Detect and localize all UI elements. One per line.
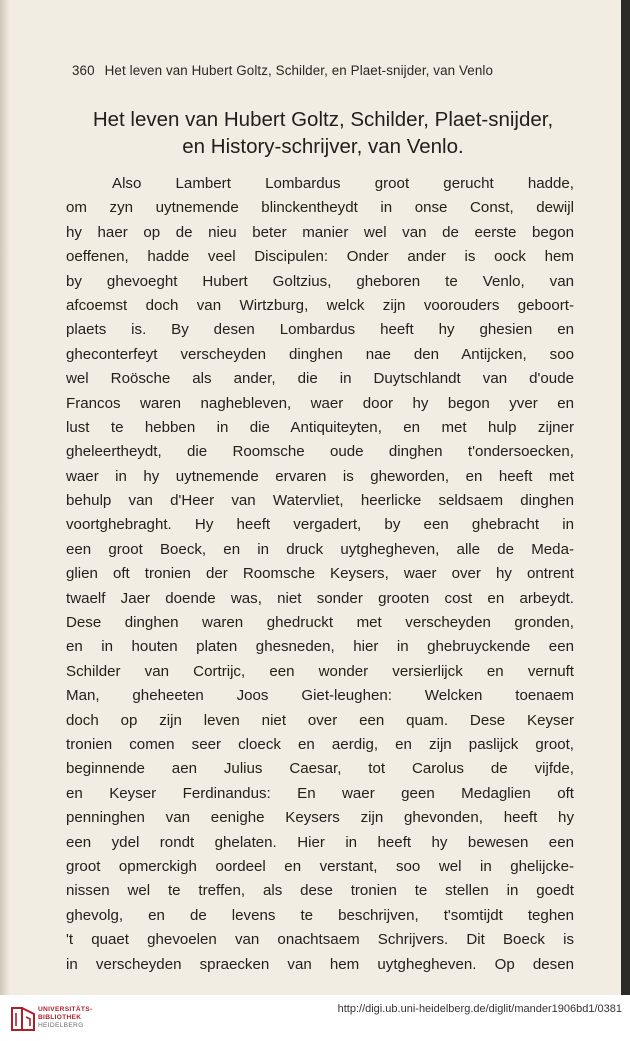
text-line: gheleertheydt, die Roomsche oude dinghen t'ondersoecken,: [66, 443, 574, 461]
library-logo-icon: [8, 1004, 38, 1034]
text-line: nissen wel te treffen, als dese tronien te stellen in goedt: [66, 882, 574, 900]
text-line: penninghen van eenighe Keysers zijn ghevonden, heeft hy: [66, 809, 574, 827]
text-line: en Keyser Ferdinandus: En waer geen Medaglien oft: [66, 784, 574, 802]
library-name-line: BIBLIOTHEK: [38, 1014, 82, 1021]
chapter-title: [58, 106, 588, 160]
library-name-line: HEIDELBERG: [38, 1022, 84, 1029]
text-line: Francos waren naghebleven, waer door hy begon yver en: [66, 394, 574, 412]
text-line: tronien comen seer cloeck en aerdig, en zijn paslijck groot,: [66, 735, 574, 753]
body-text: [66, 172, 574, 977]
text-line: afcoemst doch van Wirtzburg, welck zijn voorouders geboort-: [66, 296, 574, 314]
text-line: doch op zijn leven niet over een quam. Dese Keyser: [66, 711, 574, 729]
text-line: glien oft tronien der Roomsche Keysers, waer over hy ontrent: [66, 565, 574, 583]
running-head-text: Het leven van Hubert Goltz, Schilder, en Plaet-snijder, van Venlo: [104, 63, 494, 78]
text-line: in verscheyden spraecken van hem uytghegheven. Op desen: [66, 955, 574, 973]
text-line: en in houten platen ghesneden, hier in ghebruyckende een: [66, 638, 574, 656]
source-url-link[interactable]: http://digi.ub.uni-heidelberg.de/diglit/mander1906bd1/0381: [337, 1003, 622, 1015]
text-line: Schilder van Cortrijc, een wonder versierlijck en vernuft: [66, 662, 574, 680]
text-line: behulp van d'Heer van Watervliet, heerlicke seldsaem dinghen: [66, 492, 574, 510]
text-line: groot opmerckigh oordeel en verstant, soo wel in ghelijcke-: [66, 857, 574, 875]
text-line: gheconterfeyt verscheyden dinghen nae den Antijcken, soo: [66, 345, 574, 363]
title-line: Het leven van Hubert Goltz, Schilder, Plaet-snijder,: [92, 108, 554, 131]
library-name-line: UNIVERSITÄTS-: [38, 1006, 93, 1013]
text-line: waer in hy uytnemende ervaren is gheworden, en heeft met: [66, 467, 574, 485]
text-line: by ghevoeght Hubert Goltzius, gheboren te Venlo, van: [66, 272, 574, 290]
running-head: [72, 63, 582, 78]
text-line: plaets is. By desen Lombardus heeft hy ghesien en: [66, 321, 574, 339]
text-line: twaelf Jaer doende was, niet sonder grooten cost en arbeydt.: [66, 589, 574, 607]
page-number: 360: [72, 63, 95, 78]
text-line: voortghebraght. Hy heeft vergadert, by een ghebracht in: [66, 516, 574, 534]
library-name: [38, 1006, 92, 1030]
text-line: Man, gheheeten Joos Giet-leughen: Welcken toenaem: [66, 687, 574, 705]
text-line: oeffenen, hadde veel Discipulen: Onder ander is oock hem: [66, 248, 574, 266]
text-line: een ydel rondt ghelaten. Hier in heeft hy bewesen een: [66, 833, 574, 851]
text-line: om zyn uytnemende blinckentheydt in onse Const, dewijl: [66, 199, 574, 217]
text-line: hy haer op de nieu beter manier wel van de eerste begon: [66, 223, 574, 241]
text-line: lust te hebben in die Antiquiteyten, en met hulp zijner: [66, 418, 574, 436]
text-line: beginnende aen Julius Caesar, tot Carolus de vijfde,: [66, 760, 574, 778]
text-line: wel Roösche als ander, die in Duytschlandt van d'oude: [66, 370, 574, 388]
title-line: en History-schrijver, van Venlo.: [182, 135, 464, 158]
text-line: een groot Boeck, en in druck uytghegheven, alle de Meda-: [66, 540, 574, 558]
footer-bar: [0, 995, 630, 1041]
text-line: ghevolg, en de levens te beschrijven, t'somtijdt teghen: [66, 906, 574, 924]
text-line: Also Lambert Lombardus groot gerucht hadde,: [112, 175, 574, 192]
text-line: Dese dinghen waren ghedruckt met verscheyden gronden,: [66, 614, 574, 632]
text-line: 't quaet ghevoelen van onachtsaem Schrijvers. Dit Boeck is: [66, 931, 574, 949]
